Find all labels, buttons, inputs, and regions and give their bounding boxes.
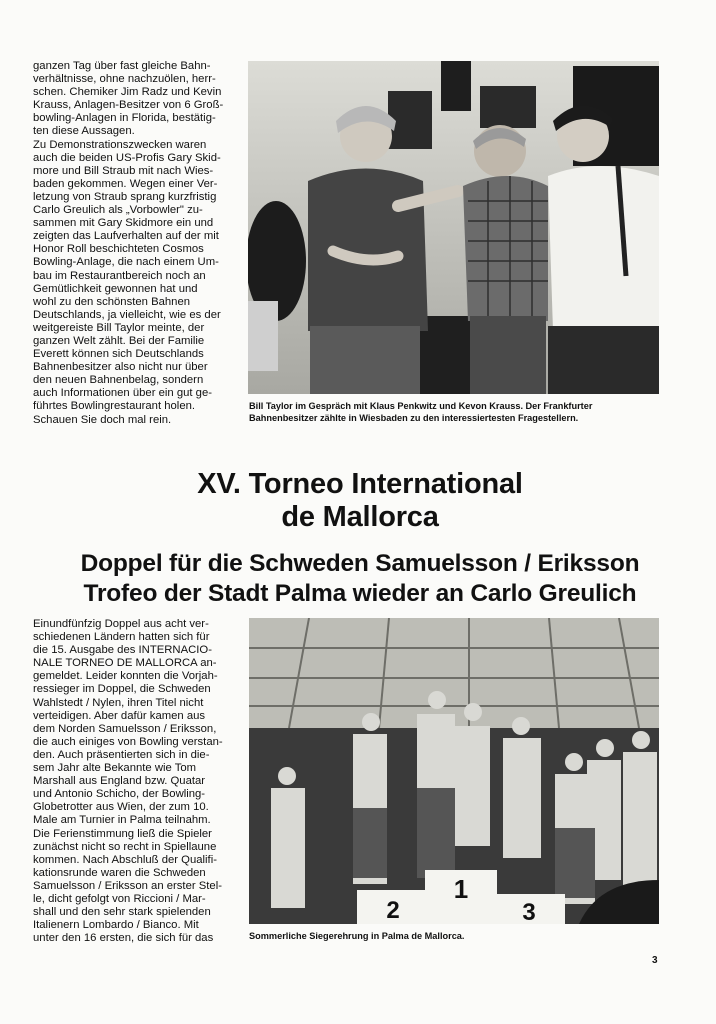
article-top-line: führtes Bowlingrestaurant holen. <box>33 400 196 413</box>
photo-conversation-image <box>248 61 659 394</box>
article-top-line: Bahnenbesitzer also nicht nur über <box>33 361 208 374</box>
article-top-line: sammen mit Gary Skidmore ein und <box>33 217 214 230</box>
podium-number-3: 3 <box>522 899 536 924</box>
article-top-line: Deutschlands, ja vielleicht, wie es der <box>33 308 221 321</box>
photo-caption-top-line-2: Bahnenbesitzer zählte in Wiesbaden zu den interessiertesten Fragestellern. <box>249 412 579 423</box>
article-bottom-line: die auch einiges von Bowling verstan- <box>33 735 223 748</box>
article-top-line: schen. Chemiker Jim Radz und Kevin <box>33 86 222 99</box>
article-bottom-line: zunächst nicht so recht in Spiellaune <box>33 840 217 853</box>
article-bottom-line: Marshall aus England bzw. Quatar <box>33 775 206 788</box>
headline-line-2: de Mallorca <box>281 501 439 533</box>
headline-line-1: XV. Torneo International <box>197 468 523 500</box>
article-headline <box>120 468 600 534</box>
article-subheadline-1: Doppel für die Schweden Samuelsson / Eriksson <box>80 550 640 577</box>
article-top-line: den neuen Bahnenbelag, sondern <box>33 374 204 387</box>
article-bottom-line: sem Jahr alte Bekannte wie Tom <box>33 762 197 775</box>
article-top-line: Gemütlichkeit gewonnen hat und <box>33 282 198 295</box>
article-bottom-line: Einundfünfzig Doppel aus acht ver- <box>33 618 209 630</box>
photo-award-ceremony-image <box>249 618 659 924</box>
article-bottom-line: schiedenen Ländern hatten sich für <box>33 631 210 644</box>
article-top-line: Krauss, Anlagen-Besitzer von 6 Groß- <box>33 99 224 112</box>
article-bottom-line: die 15. Ausgabe des INTERNACIO- <box>33 644 212 657</box>
article-top-line: Carlo Greulich als „Vorbowler" zu- <box>33 204 203 217</box>
article-top-line: Bowling-Anlage, die nach einem Um- <box>33 256 219 269</box>
article-bottom-line: Male am Turnier in Palma teilnahm. <box>33 814 211 827</box>
article-column-top <box>33 60 229 427</box>
article-bottom-line: gemeldet. Leider konnten die Vorjah- <box>33 670 218 683</box>
article-bottom-line: den. Auch präsentierten sich in die- <box>33 748 210 761</box>
article-bottom-line: Die Ferienstimmung ließ die Spieler <box>33 827 212 840</box>
article-bottom-line: unter den 16 ersten, die sich für das <box>33 932 214 945</box>
article-bottom-line: Samuelsson / Eriksson an erster Stel- <box>33 879 222 892</box>
article-bottom-line: kationsrunde waren die Schweden <box>33 866 206 879</box>
article-bottom-line: ressieger im Doppel, die Schweden <box>33 683 211 696</box>
photo-caption-bottom: Sommerliche Siegerehrung in Palma de Mallorca. <box>249 931 465 941</box>
article-top-line: Zu Demonstrationszwecken waren <box>33 138 207 151</box>
article-bottom-line: und Antonio Schicho, der Bowling- <box>33 788 206 801</box>
article-bottom-line: le, dicht gefolgt von Riccioni / Mar- <box>33 892 206 905</box>
article-top-line: auch die beiden US-Profis Gary Skid- <box>33 151 221 164</box>
article-top-line: bau im Restaurantbereich noch an <box>33 269 206 282</box>
article-top-line: Schauen Sie doch mal rein. <box>33 413 172 426</box>
article-top-line: Honor Roll beschichteten Cosmos <box>33 243 204 256</box>
article-top-line: ganzen Welt zählt. Bei der Familie <box>33 334 205 347</box>
podium-number-1: 1 <box>453 874 469 904</box>
article-bottom-line: NALE TORNEO DE MALLORCA an- <box>33 657 217 670</box>
article-bottom-line: Globetrotter aus Wien, der zum 10. <box>33 801 209 814</box>
article-top-line: wohl zu den schönsten Bahnen <box>33 295 191 308</box>
photo-caption-top <box>249 401 664 424</box>
article-top-line: more und Bill Straub mit nach Wies- <box>33 164 214 177</box>
article-top-line: baden gekommen. Wegen einer Ver- <box>33 177 218 190</box>
article-subheadline-2: Trofeo der Stadt Palma wieder an Carlo Greulich <box>83 580 637 607</box>
article-top-line: bowling-Anlagen in Florida, bestätig- <box>33 112 216 125</box>
article-top-line: ten diese Aussagen. <box>33 125 135 138</box>
article-bottom-line: kommen. Nach Abschluß der Qualifi- <box>33 853 217 866</box>
article-top-line: weitgereiste Bill Taylor meinte, der <box>33 321 205 334</box>
article-top-line: auch Informationen über ein gut ge- <box>33 387 212 400</box>
page-number: 3 <box>652 955 658 966</box>
article-bottom-line: dem Norden Samuelsson / Eriksson, <box>33 722 217 735</box>
article-bottom-line: Italienern Lombardo / Bianco. Mit <box>33 919 199 932</box>
article-top-line: letzung von Straub sprang kurzfristig <box>33 190 217 203</box>
article-column-bottom <box>33 618 231 945</box>
photo-caption-top-line-1: Bill Taylor im Gespräch mit Klaus Penkwitz und Kevon Krauss. Der Frankfurter <box>249 401 593 411</box>
photo-award-ceremony <box>249 618 659 924</box>
article-bottom-line: Wahlstedt / Nylen, ihren Titel nicht <box>33 696 204 709</box>
article-bottom-line: verteidigen. Aber dafür kamen aus <box>33 709 206 722</box>
photo-conversation <box>248 61 659 394</box>
article-top-line: zeigten das Laufverhalten auf der mit <box>33 230 219 243</box>
article-top-line: verhältnisse, ohne nachzuölen, herr- <box>33 73 216 86</box>
article-bottom-line: shall und den sehr stark spielenden <box>33 906 211 919</box>
article-top-line: Everett können sich Deutschlands <box>33 348 204 361</box>
article-top-line: ganzen Tag über fast gleiche Bahn- <box>33 60 211 72</box>
podium-number-2: 2 <box>386 897 400 924</box>
